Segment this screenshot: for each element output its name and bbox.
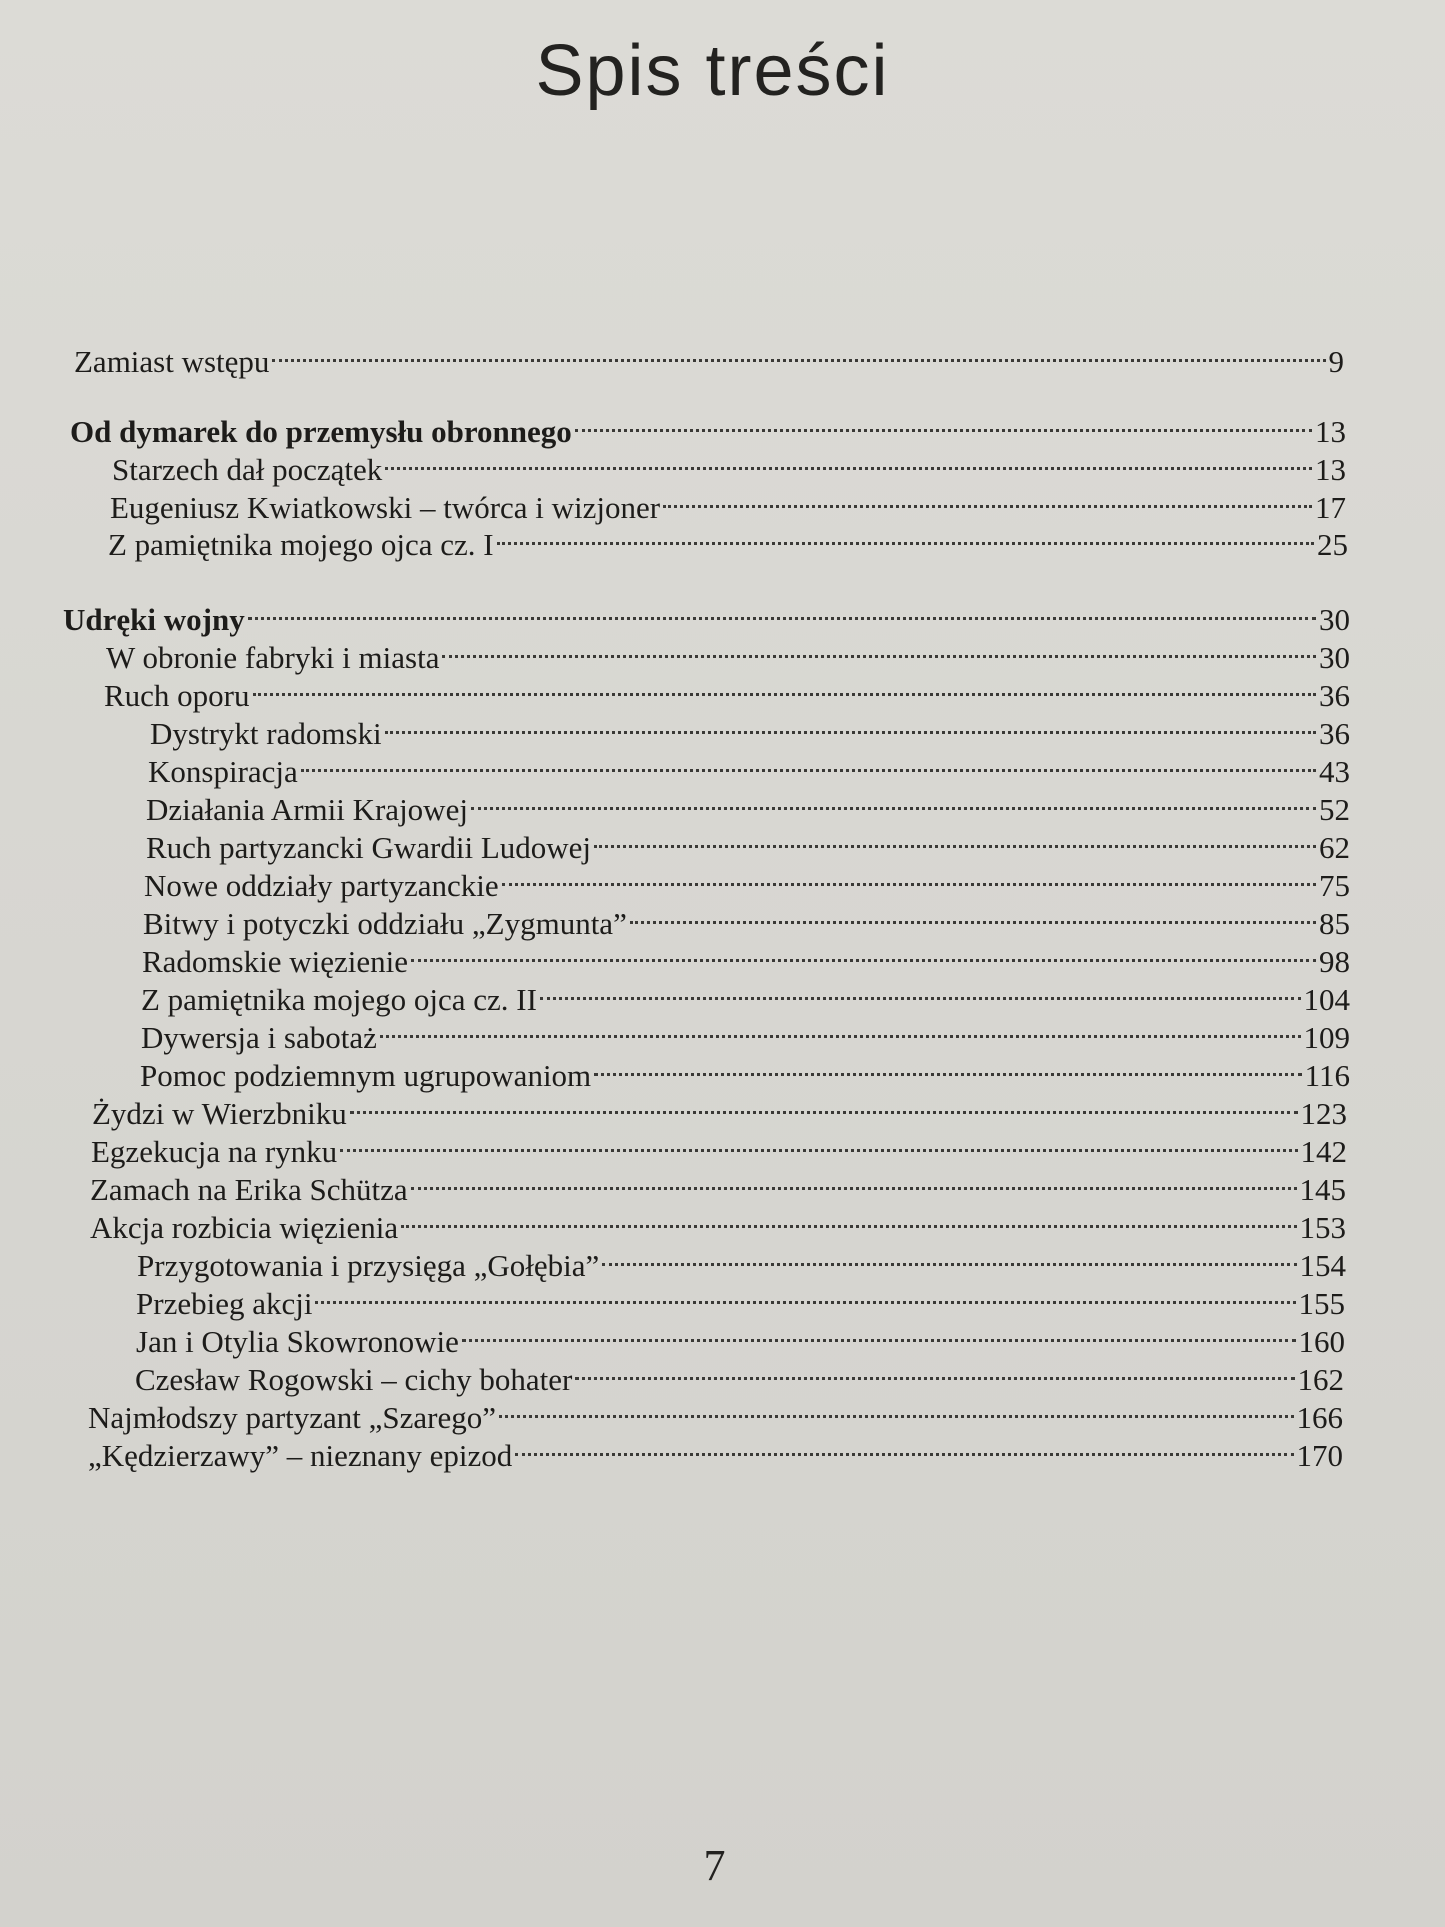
toc-entry <box>150 704 1350 751</box>
toc-entry-page: 62 <box>1319 830 1350 865</box>
toc-entry <box>141 970 1350 1017</box>
toc-entry-page: 75 <box>1319 868 1350 903</box>
dot-leader <box>411 932 1316 972</box>
toc-entry <box>144 856 1350 903</box>
dot-leader <box>540 970 1301 1010</box>
toc-entry-title: Działania Armii Krajowej <box>146 792 468 827</box>
toc-entry <box>106 628 1350 675</box>
dot-leader <box>253 666 1316 706</box>
page-title: Spis treści <box>535 31 890 111</box>
toc-entry-page: 17 <box>1315 490 1346 525</box>
dot-leader <box>350 1084 1298 1124</box>
toc-entry-title: Dystrykt radomski <box>150 716 382 751</box>
dot-leader <box>630 894 1316 934</box>
dot-leader <box>502 856 1316 896</box>
toc-entry-page: 98 <box>1319 944 1350 979</box>
dot-leader <box>248 590 1316 630</box>
toc-entry-page: 145 <box>1299 1172 1346 1207</box>
toc-entry-title: Ruch oporu <box>104 678 250 713</box>
dot-leader <box>401 1198 1296 1238</box>
toc-entry-page: 123 <box>1300 1096 1347 1131</box>
toc-entry <box>110 478 1346 525</box>
toc-entry <box>88 1426 1343 1473</box>
toc-entry <box>104 666 1350 713</box>
toc-entry <box>63 590 1350 637</box>
toc-entry-page: 104 <box>1303 982 1350 1017</box>
toc-entry <box>146 818 1350 865</box>
toc-entry <box>112 440 1346 487</box>
dot-leader <box>471 780 1316 820</box>
toc-entry <box>143 894 1350 941</box>
toc-entry-title: Radomskie więzienie <box>142 944 408 979</box>
dot-leader <box>594 1046 1301 1086</box>
toc-entry <box>90 1160 1346 1207</box>
toc-entry-title: Egzekucja na rynku <box>91 1134 338 1169</box>
toc-entry-page: 162 <box>1297 1362 1344 1397</box>
toc-entry-page: 36 <box>1319 716 1350 751</box>
toc-entry-title: Z pamiętnika mojego ojca cz. I <box>108 527 494 562</box>
dot-leader <box>663 478 1312 518</box>
toc-entry-page: 170 <box>1296 1438 1343 1473</box>
toc-entry-title: Udręki wojny <box>63 602 245 637</box>
toc-entry-title: Dywersja i sabotaż <box>141 1020 377 1055</box>
dot-leader <box>340 1122 1297 1162</box>
toc-entry-title: „Kędzierzawy” – nieznany epizod <box>88 1438 513 1473</box>
dot-leader <box>385 440 1312 480</box>
toc-entry-title: Nowe oddziały partyzanckie <box>144 868 499 903</box>
toc-entry-title: Przebieg akcji <box>136 1286 313 1321</box>
toc-entry-page: 52 <box>1319 792 1350 827</box>
toc-entry-page: 155 <box>1298 1286 1345 1321</box>
dot-leader <box>411 1160 1297 1200</box>
toc-entry-title: Jan i Otylia Skowronowie <box>136 1324 459 1359</box>
toc-entry-page: 166 <box>1296 1400 1343 1435</box>
toc-entry <box>141 1008 1350 1055</box>
dot-leader <box>385 704 1316 744</box>
toc-entry-title: Eugeniusz Kwiatkowski – twórca i wizjoner <box>110 490 661 525</box>
toc-entry-page: 154 <box>1299 1248 1346 1283</box>
dot-leader <box>575 1350 1294 1390</box>
dot-leader <box>462 1312 1296 1352</box>
toc-entry-title: W obronie fabryki i miasta <box>106 640 440 675</box>
dot-leader <box>301 742 1316 782</box>
toc-entry-page: 109 <box>1303 1020 1350 1055</box>
dot-leader <box>499 1388 1294 1428</box>
toc-entry-page: 142 <box>1300 1134 1347 1169</box>
toc-entry <box>148 742 1350 789</box>
toc-entry-title: Najmłodszy partyzant „Szarego” <box>88 1400 496 1435</box>
toc-entry <box>136 1274 1345 1321</box>
toc-entry <box>140 1046 1350 1093</box>
toc-entry <box>137 1236 1346 1283</box>
toc-entry-title: Zamach na Erika Schütza <box>90 1172 408 1207</box>
toc-entry <box>92 1084 1347 1131</box>
toc-entry-page: 85 <box>1319 906 1350 941</box>
toc-entry-title: Pomoc podziemnym ugrupowaniom <box>140 1058 592 1093</box>
toc-entry <box>142 932 1350 979</box>
toc-entry-page: 25 <box>1317 527 1348 562</box>
toc-entry <box>136 1312 1345 1359</box>
toc-entry <box>108 515 1348 562</box>
toc-entry-title: Starzech dał początek <box>112 452 383 487</box>
dot-leader <box>497 515 1314 555</box>
toc-entry-page: 13 <box>1315 414 1346 449</box>
toc-entry-title: Ruch partyzancki Gwardii Ludowej <box>146 830 592 865</box>
dot-leader <box>272 332 1325 372</box>
toc-entry-title: Akcja rozbicia więzienia <box>90 1210 399 1245</box>
toc-entry-page: 13 <box>1315 452 1346 487</box>
toc-entry-title: Z pamiętnika mojego ojca cz. II <box>141 982 537 1017</box>
toc-entry <box>74 332 1344 379</box>
dot-leader <box>594 818 1316 858</box>
toc-entry-page: 30 <box>1319 640 1350 675</box>
dot-leader <box>442 628 1316 668</box>
toc-entry <box>146 780 1350 827</box>
toc-entry <box>70 402 1346 449</box>
toc-entry-title: Konspiracja <box>148 754 298 789</box>
toc-entry-page: 153 <box>1299 1210 1346 1245</box>
dot-leader <box>575 402 1312 442</box>
toc-entry-title: Zamiast wstępu <box>74 344 270 379</box>
toc-entry-page: 43 <box>1319 754 1350 789</box>
toc-entry-page: 30 <box>1319 602 1350 637</box>
toc-entry-title: Od dymarek do przemysłu obronnego <box>70 414 572 449</box>
toc-entry <box>135 1350 1344 1397</box>
dot-leader <box>315 1274 1295 1314</box>
toc-entry <box>88 1388 1343 1435</box>
toc-entry-page: 160 <box>1298 1324 1345 1359</box>
toc-entry-title: Bitwy i potyczki oddziału „Zygmunta” <box>143 906 627 941</box>
toc-entry-page: 36 <box>1319 678 1350 713</box>
toc-entry <box>91 1122 1347 1169</box>
dot-leader <box>380 1008 1301 1048</box>
dot-leader <box>515 1426 1293 1466</box>
toc-entry-title: Żydzi w Wierzbniku <box>92 1096 347 1131</box>
toc-entry-title: Czesław Rogowski – cichy bohater <box>135 1362 573 1397</box>
toc-entry-title: Przygotowania i przysięga „Gołębia” <box>137 1248 600 1283</box>
toc-entry-page: 116 <box>1304 1058 1350 1093</box>
toc-entry-page: 9 <box>1328 344 1344 379</box>
page-number: 7 <box>703 1841 726 1890</box>
toc-entry <box>90 1198 1346 1245</box>
dot-leader <box>602 1236 1296 1276</box>
